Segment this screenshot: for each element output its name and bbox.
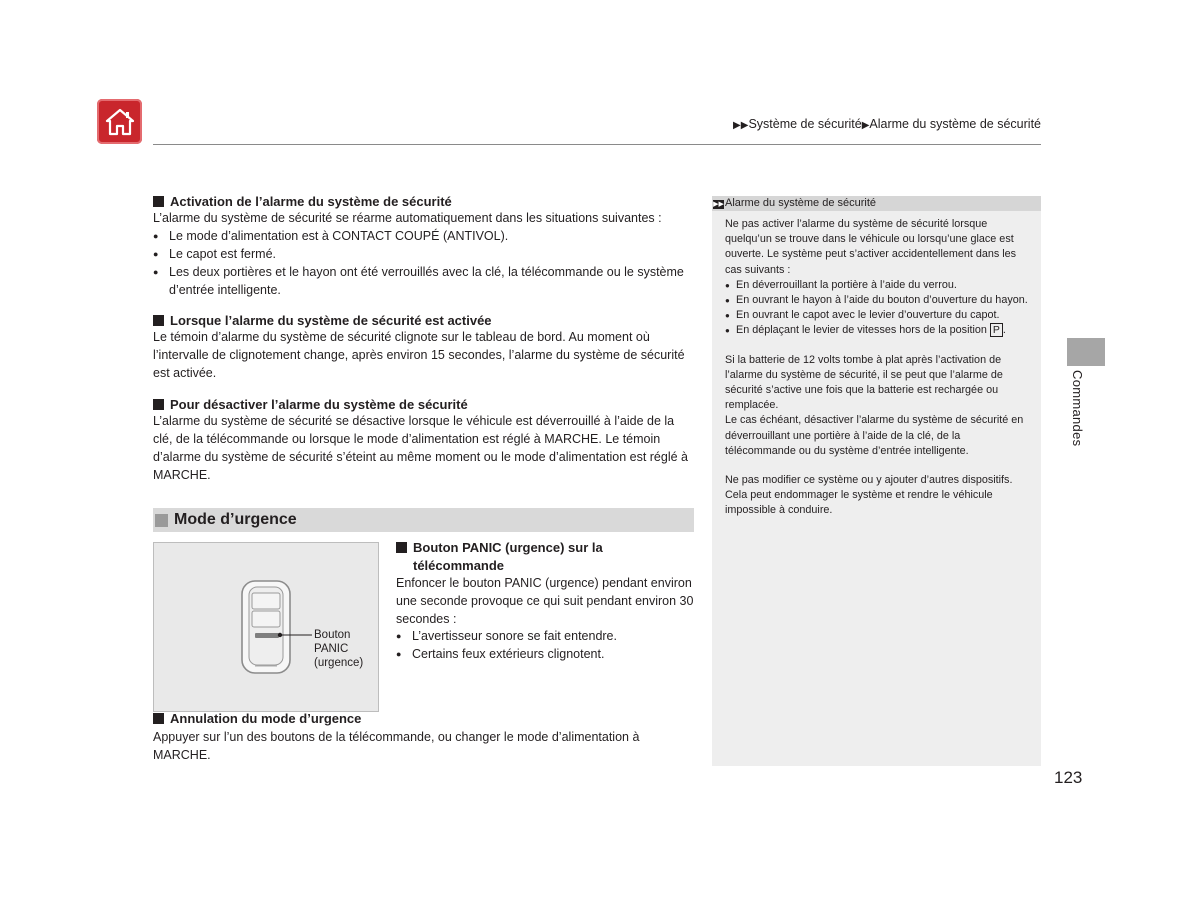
chapter-tab-marker	[1067, 338, 1105, 366]
breadcrumb	[733, 117, 1041, 131]
page-number: 123	[1054, 768, 1083, 787]
home-icon	[104, 107, 136, 137]
activation-intro: L’alarme du système de sécurité se réarme automatiquement dans les situations suivantes :	[153, 211, 662, 225]
list-item: ● En déplaçant le levier de vitesses hors de la position P .	[725, 323, 1031, 338]
breadcrumb-arrow-icon: ▶▶	[733, 120, 749, 131]
activation-list	[153, 227, 698, 299]
sidebar-fallback-note: Le cas échéant, désactiver l’alarme du système de sécurité en déverrouillant une portière à l’aide de la clé, de la télécommande ou du système d’entrée intelligente.	[725, 414, 1024, 457]
list-item: ● Le capot est fermé.	[153, 245, 698, 263]
list-item: ● Certains feux extérieurs clignotent.	[396, 645, 694, 663]
sidebar-intro: Ne pas activer l’alarme du système de sécurité lorsque quelqu’un se trouve dans le véhicule ou lorsqu’une glace est ouverte. Le système peut s’activer accidentellement dans les cas suivants :	[725, 218, 1017, 276]
section-title-activation: Activation de l’alarme du système de sécurité	[153, 194, 452, 209]
square-bullet-icon	[153, 196, 164, 207]
reference-arrow-icon: ▶▶	[713, 201, 724, 208]
panic-list	[396, 627, 694, 663]
gear-position-badge: P	[990, 323, 1003, 337]
section-bar-emergency-mode	[153, 508, 694, 532]
list-item: ● Les deux portières et le hayon ont été verrouillés avec la clé, la télécommande ou le système d’entrée intelligente.	[153, 263, 698, 299]
list-item: ● Le mode d’alimentation est à CONTACT COUPÉ (ANTIVOL).	[153, 227, 698, 245]
sidebar-title: ▶▶Alarme du système de sécurité	[712, 196, 1041, 211]
square-bullet-icon	[153, 315, 164, 326]
header-divider	[153, 144, 1041, 145]
square-bullet-icon	[396, 542, 407, 553]
activated-text: Le témoin d’alarme du système de sécurité clignote sur le tableau de bord. Au moment où l’intervalle de clignotement change, après environ 15 secondes, l’alarme du système de sécurité est activée.	[153, 330, 685, 380]
panic-text: Enfoncer le bouton PANIC (urgence) pendant environ une seconde provoque ce qui suit pendant environ 30 secondes :	[396, 576, 694, 626]
panic-callout: Bouton PANIC (urgence)	[314, 629, 364, 669]
section-title-cancel: Annulation du mode d’urgence	[153, 711, 361, 726]
sidebar-battery-note: Si la batterie de 12 volts tombe à plat après l’activation de l’alarme du système de sécurité, il se peut que l’alarme de sécurité s’active une fois que la batterie est rechargée ou remplacée.	[725, 353, 1003, 412]
sidebar-body	[725, 217, 1031, 519]
list-item: ● En ouvrant le hayon à l’aide du bouton d’ouverture du hayon.	[725, 293, 1031, 308]
section-title-deactivate: Pour désactiver l’alarme du système de sécurité	[153, 397, 468, 412]
remote-illustration	[153, 542, 379, 712]
list-item: ● En ouvrant le capot avec le levier d’ouverture du capot.	[725, 308, 1031, 323]
sidebar-warning: Ne pas modifier ce système ou y ajouter d’autres dispositifs. Cela peut endommager le système et rendre le véhicule impossible à conduire.	[725, 474, 1013, 517]
list-item: ● L’avertisseur sonore se fait entendre.	[396, 627, 694, 645]
square-bullet-icon	[155, 514, 168, 527]
square-bullet-icon	[153, 713, 164, 724]
breadcrumb-item-alarm[interactable]: Alarme du système de sécurité	[869, 117, 1041, 131]
key-fob-icon	[154, 543, 378, 711]
section-title-emergency-mode: Mode d’urgence	[174, 511, 297, 528]
breadcrumb-item-system[interactable]: Système de sécurité	[748, 117, 862, 131]
home-button[interactable]	[97, 99, 142, 144]
square-bullet-icon	[153, 399, 164, 410]
section-title-panic: Bouton PANIC (urgence) sur la télécommande	[396, 539, 603, 575]
cancel-text: Appuyer sur l’un des boutons de la télécommande, ou changer le mode d’alimentation à MARCHE.	[153, 730, 640, 762]
chapter-tab-label[interactable]: Commandes	[1070, 370, 1085, 447]
section-title-activated: Lorsque l’alarme du système de sécurité est activée	[153, 313, 492, 328]
deactivate-text: L’alarme du système de sécurité se désactive lorsque le véhicule est déverrouillé à l’aide de la clé, de la télécommande ou lorsque le mode d’alimentation est réglé à MARCHE. Le témoin d’alarme du système de sécurité s’éteint au même moment ou le mode d’alimentation est réglé à MARCHE.	[153, 414, 688, 482]
breadcrumb-arrow-icon: ▶	[861, 120, 870, 131]
list-item: ● En déverrouillant la portière à l’aide du verrou.	[725, 278, 1031, 293]
